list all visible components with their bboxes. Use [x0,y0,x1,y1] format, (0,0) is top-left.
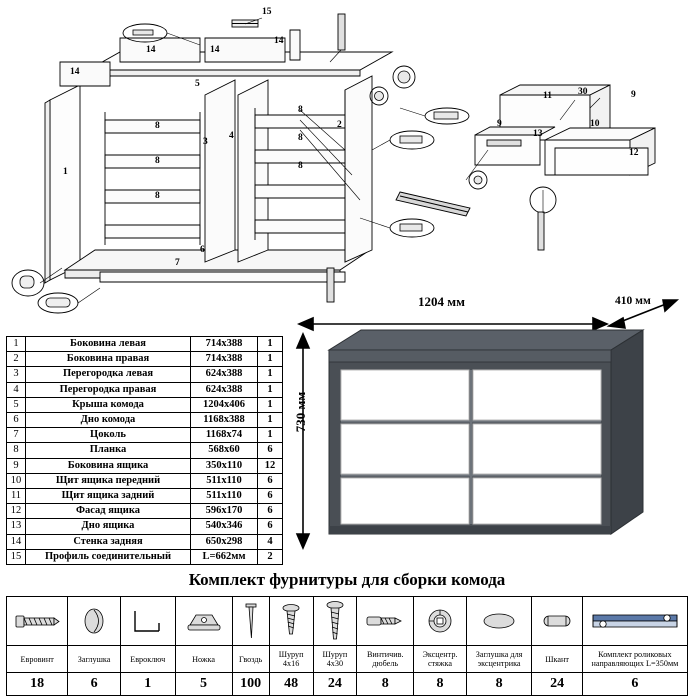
part-name: Перегородка правая [26,382,191,397]
table-row [7,549,283,564]
width-dimension-arrow [299,318,607,330]
part-name: Стенка задняя [26,534,191,549]
part-quantity: 6 [258,519,283,534]
part-quantity: 1 [258,428,283,443]
svg-text:9: 9 [497,119,502,129]
svg-text:14: 14 [70,67,80,77]
part-name: Крыша комода [26,397,191,412]
svg-text:10: 10 [590,119,600,129]
svg-text:14: 14 [274,36,284,46]
svg-text:8: 8 [155,156,160,166]
table-row [7,413,283,428]
svg-text:8: 8 [298,133,303,143]
part-number: 2 [7,352,26,367]
part-name: Боковина ящика [26,458,191,473]
svg-text:8: 8 [155,121,160,131]
part-number: 13 [7,519,26,534]
hardware-name: Шуруп 4х30 [313,646,357,673]
svg-text:30: 30 [578,87,588,97]
table-row [7,443,283,458]
part-number: 8 [7,443,26,458]
svg-text:15: 15 [262,7,272,17]
part-dimension: 714х388 [191,337,258,352]
hardware-count: 24 [532,673,582,696]
table-row [7,382,283,397]
part-name: Дно комода [26,413,191,428]
hardware-count: 8 [466,673,532,696]
svg-text:7: 7 [175,258,180,268]
part-quantity: 1 [258,337,283,352]
dowel-icon [532,597,582,646]
slide-rail-icon [582,597,687,646]
part-name: Цоколь [26,428,191,443]
svg-text:5: 5 [195,79,200,89]
part-dimension: 1204х406 [191,397,258,412]
part-dimension: 350х110 [191,458,258,473]
part-dimension: L=662мм [191,549,258,564]
eccentric-tie-icon [414,597,467,646]
table-row [7,428,283,443]
euro-screw-icon [7,597,68,646]
svg-text:14: 14 [146,45,156,55]
part-name: Перегородка левая [26,367,191,382]
part-name: Боковина левая [26,337,191,352]
part-number: 15 [7,549,26,564]
hardware-count: 5 [175,673,232,696]
hardware-name: Винтичив. дюбель [357,646,414,673]
part-quantity: 1 [258,382,283,397]
part-number: 5 [7,397,26,412]
hardware-kit-table [6,596,688,696]
hardware-name: Эксцентр. стяжка [414,646,467,673]
svg-text:4: 4 [229,131,234,141]
part-dimension: 650х298 [191,534,258,549]
svg-text:11: 11 [543,91,552,101]
hardware-name: Гвоздь [232,646,269,673]
part-dimension: 568х60 [191,443,258,458]
hardware-names-row [7,646,688,673]
svg-text:6: 6 [200,245,205,255]
product-svg [285,286,689,562]
table-row [7,504,283,519]
hardware-count: 100 [232,673,269,696]
table-row [7,367,283,382]
part-name: Щит ящика задний [26,489,191,504]
part-quantity: 6 [258,489,283,504]
part-quantity: 4 [258,534,283,549]
part-number: 4 [7,382,26,397]
hardware-name: Заглушка [68,646,121,673]
part-dimension: 624х388 [191,382,258,397]
hardware-kit-title: Комплект фурнитуры для сборки комода [188,570,506,589]
hardware-name: Комплект роликовых направляющих L=350мм [582,646,687,673]
svg-text:8: 8 [298,161,303,171]
svg-text:3: 3 [203,137,208,147]
part-name: Боковина правая [26,352,191,367]
product-dimension-view [285,286,689,562]
hardware-name: Шкант [532,646,582,673]
screw-4x16-icon [269,597,313,646]
part-quantity: 1 [258,397,283,412]
part-number: 12 [7,504,26,519]
hardware-icons-row [7,597,688,646]
part-quantity: 12 [258,458,283,473]
hardware-count: 48 [269,673,313,696]
hardware-count: 6 [68,673,121,696]
eccentric-cap-icon [466,597,532,646]
hardware-name: Евровинт [7,646,68,673]
part-quantity: 1 [258,413,283,428]
part-number: 3 [7,367,26,382]
part-dimension: 596х170 [191,504,258,519]
height-dimension-arrow [297,334,309,548]
svg-text:14: 14 [210,45,220,55]
hardware-count: 8 [357,673,414,696]
part-quantity: 1 [258,367,283,382]
part-dimension: 624х388 [191,367,258,382]
depth-dimension-label: 410 мм [615,295,651,307]
part-quantity: 6 [258,443,283,458]
table-row [7,489,283,504]
hardware-name: Заглушка для эксцентрика [466,646,532,673]
svg-text:8: 8 [298,105,303,115]
table-row [7,534,283,549]
hardware-name: Ножка [175,646,232,673]
part-quantity: 6 [258,473,283,488]
part-dimension: 1168х388 [191,413,258,428]
height-dimension-label: 730 мм [293,391,309,433]
part-quantity: 1 [258,352,283,367]
euro-key-icon [120,597,175,646]
part-dimension: 714х388 [191,352,258,367]
width-dimension-label: 1204 мм [418,294,465,309]
table-row [7,519,283,534]
svg-text:12: 12 [629,148,639,158]
part-dimension: 540х346 [191,519,258,534]
screw-4x30-icon [313,597,357,646]
table-row [7,397,283,412]
dowel-screw-icon [357,597,414,646]
part-number: 7 [7,428,26,443]
cap-icon [68,597,121,646]
hardware-count: 8 [414,673,467,696]
part-dimension: 511х110 [191,473,258,488]
part-name: Щит ящика передний [26,473,191,488]
hardware-count: 6 [582,673,687,696]
nail-icon [232,597,269,646]
table-row [7,337,283,352]
hardware-count: 18 [7,673,68,696]
hardware-name: Евроключ [120,646,175,673]
parts-table-body [7,337,283,565]
svg-text:2: 2 [337,120,342,130]
part-dimension: 1168х74 [191,428,258,443]
part-number: 9 [7,458,26,473]
part-number: 11 [7,489,26,504]
leg-icon [175,597,232,646]
hardware-name: Шуруп 4х16 [269,646,313,673]
part-dimension: 511х110 [191,489,258,504]
part-quantity: 2 [258,549,283,564]
table-row [7,458,283,473]
part-name: Дно ящика [26,519,191,534]
part-number: 10 [7,473,26,488]
table-row [7,352,283,367]
cabinet-3d [329,330,643,534]
table-row [7,473,283,488]
part-name: Профиль соединительный [26,549,191,564]
part-quantity: 6 [258,504,283,519]
part-name: Планка [26,443,191,458]
part-number: 14 [7,534,26,549]
hardware-count: 24 [313,673,357,696]
svg-text:8: 8 [155,191,160,201]
hardware-count: 1 [120,673,175,696]
parts-table [6,336,283,565]
part-name: Фасад ящика [26,504,191,519]
part-number: 1 [7,337,26,352]
part-number: 6 [7,413,26,428]
assembly-svg [0,0,694,330]
svg-text:9: 9 [631,90,636,100]
exploded-assembly-diagram [0,0,694,320]
svg-text:13: 13 [533,129,543,139]
svg-text:1: 1 [63,167,68,177]
hardware-counts-row [7,673,688,696]
